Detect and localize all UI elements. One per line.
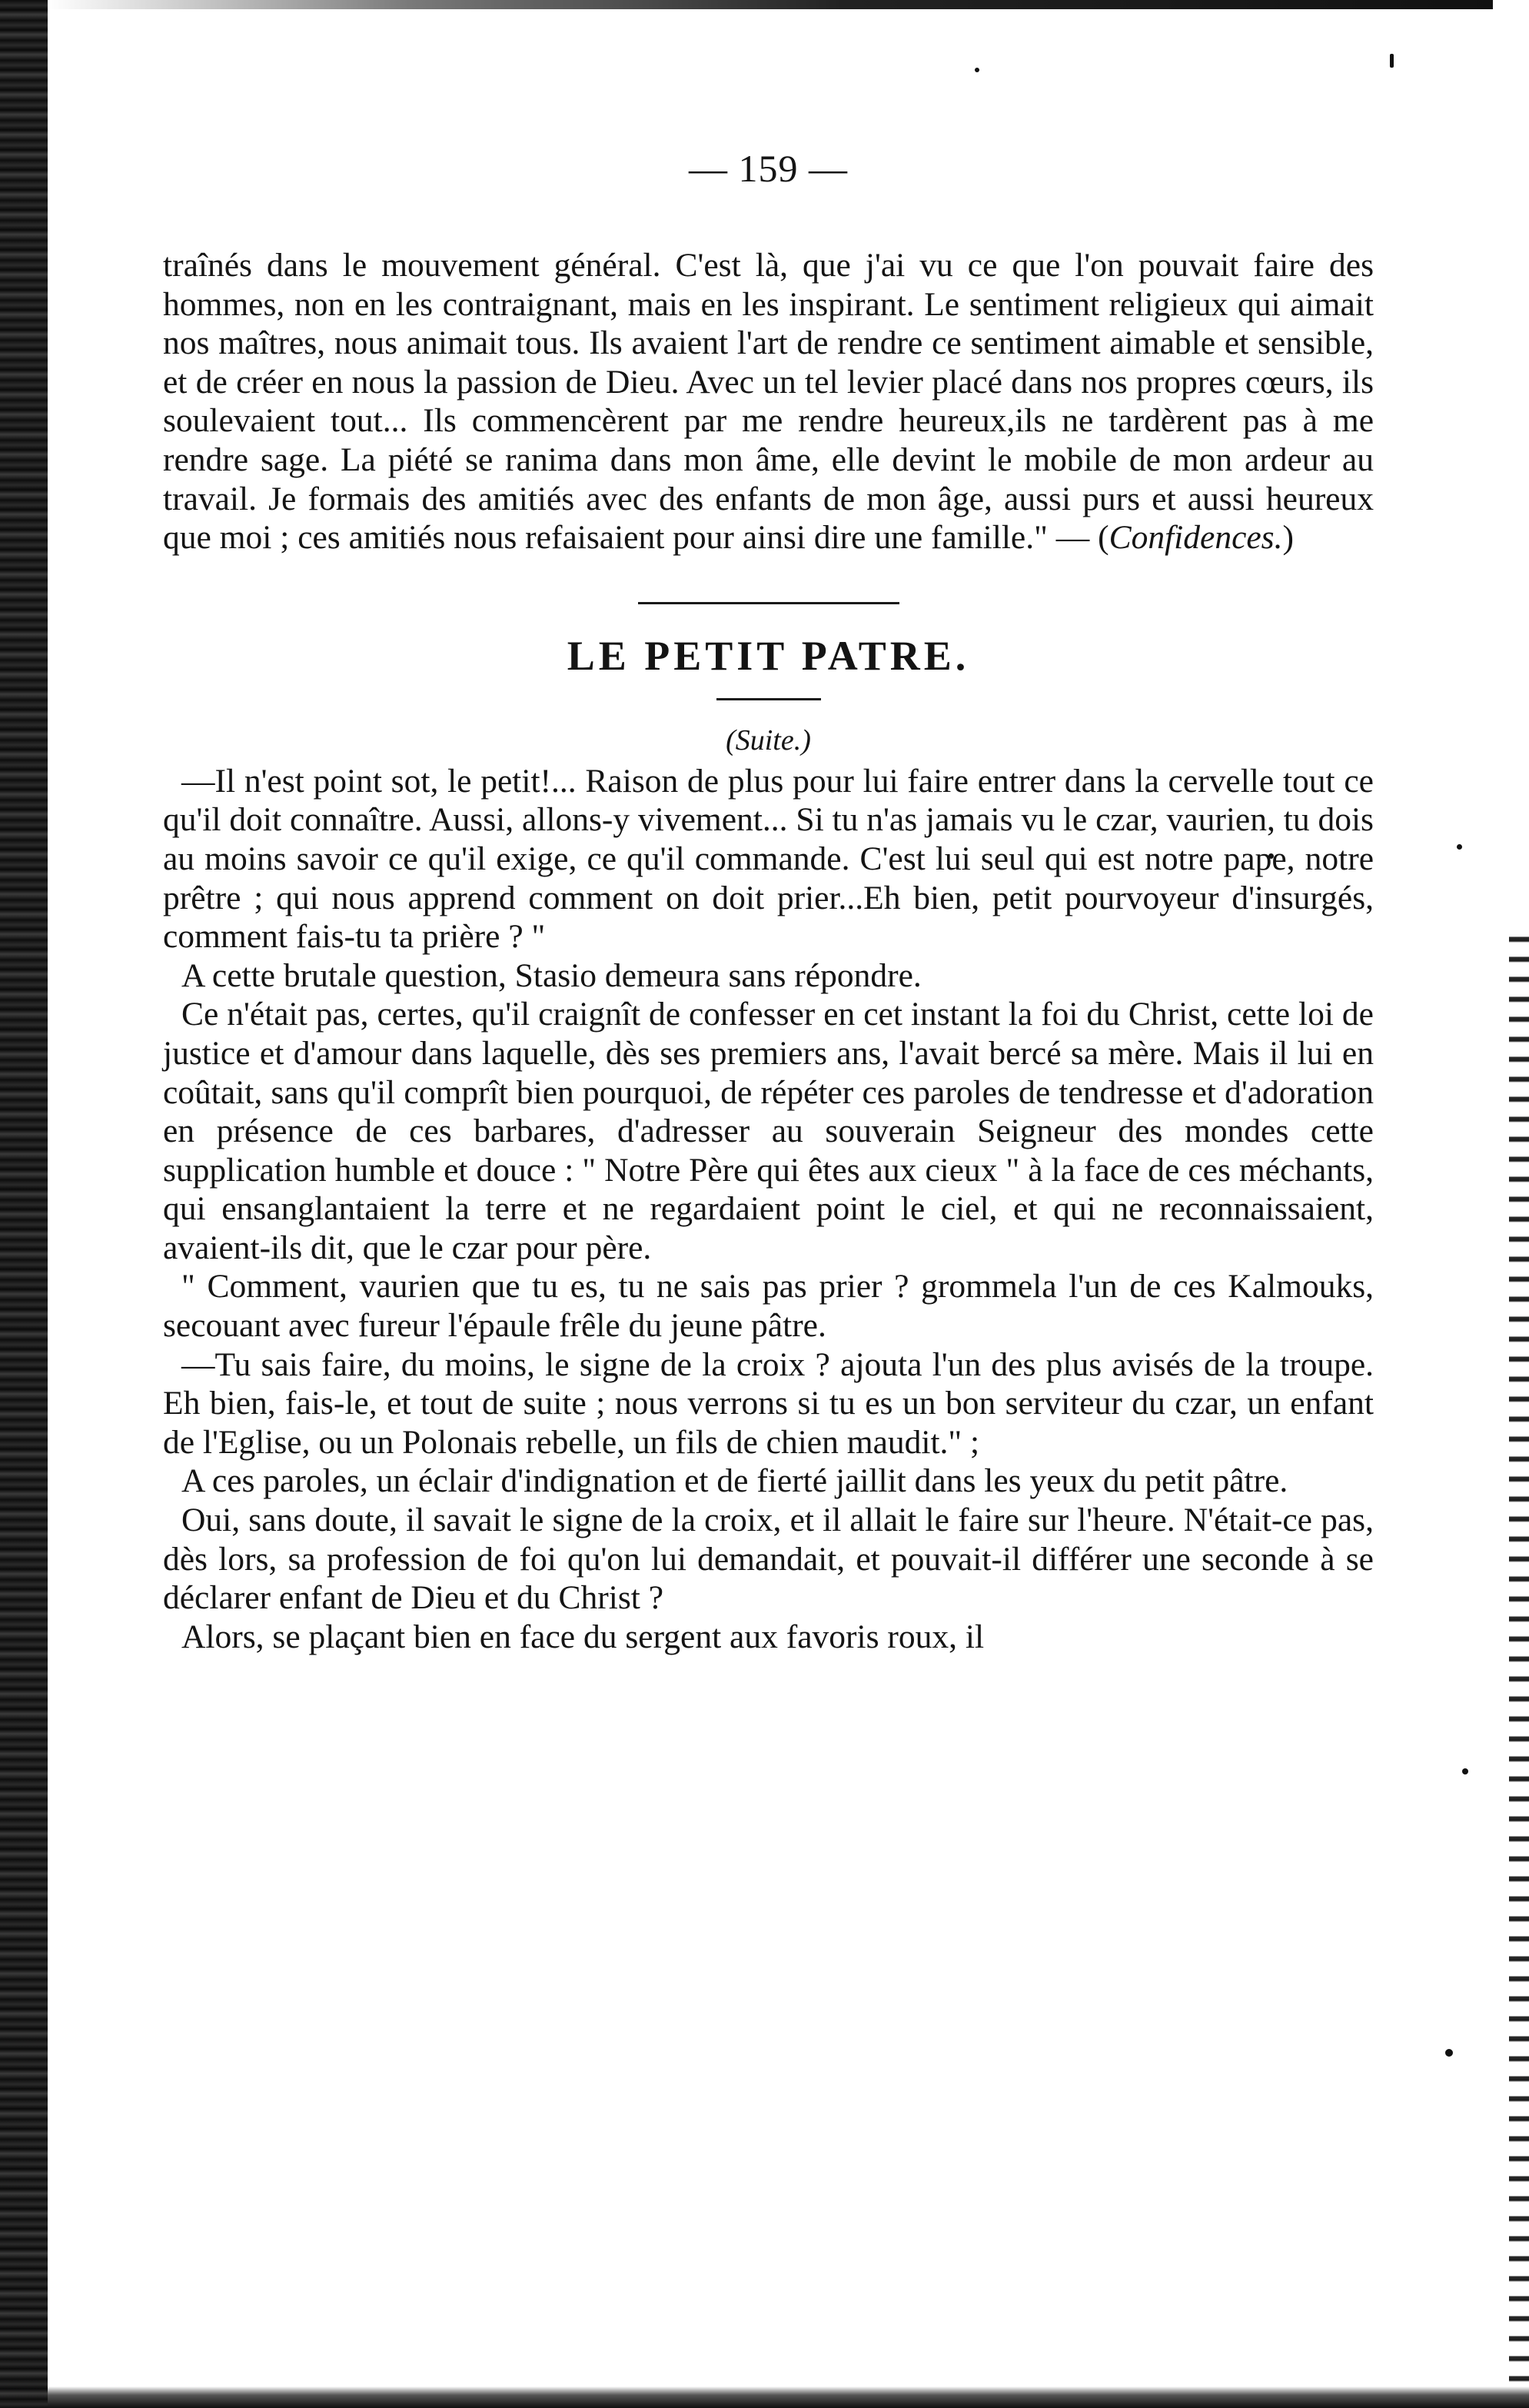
- story-paragraph: Alors, se plaçant bien en face du sergent aux favoris roux, il: [181, 1618, 985, 1655]
- intro-source-close: ): [1282, 519, 1294, 557]
- story-paragraph: " Comment, vaurien que tu es, tu ne sais pas prier ? grommela l'un de ces Kalmouks, secouant avec fureur l'épaule frêle du jeune pâtre.: [163, 1268, 1374, 1345]
- section-divider: [638, 602, 899, 604]
- title-underline: [716, 698, 821, 700]
- scan-speck: [975, 68, 979, 72]
- continuation-note: (Suite.): [726, 723, 811, 757]
- scan-border-bottom: [48, 2386, 1529, 2408]
- scan-speck: [1462, 1768, 1468, 1774]
- intro-text: traînés dans le mouvement général. C'est là, que j'ai vu ce que l'on pouvait faire des hommes, non en les contraignant, mais en les inspirant. Le sentiment religieux qui aimait nos maîtres, nous animait tous. Ils avaient l'art de rendre ce sentiment aimable et sensible, et de créer en nous la passion de Dieu. Avec un tel levier placé dans nos propres cœurs, ils soulevaient tout... Ils commencèrent par me rendre heureux,ils ne tardèrent pas à me rendre sage. La piété se ranima dans mon âme, elle devint le mobile de mon ardeur au travail. Je formais des amitiés avec des enfants de mon âge, aussi purs et aussi heureux que moi ; ces amitiés nous refaisaient pour ainsi dire une famille." — (: [163, 247, 1374, 557]
- book-page: [163, 146, 1374, 1656]
- scan-speck: [1457, 844, 1462, 850]
- scan-border-right: [1509, 923, 1529, 2408]
- scan-border-top: [48, 0, 1493, 9]
- page-number: — 159 —: [689, 147, 848, 190]
- section-title: LE PETIT PATRE.: [567, 632, 970, 679]
- story-paragraph: Oui, sans doute, il savait le signe de la croix, et il allait le faire sur l'heure. N'était-ce pas, dès lors, sa profession de foi qu'on lui demandait, et pouvait-il différer une seconde à se déclarer enfant de Dieu et du Christ ?: [163, 1502, 1374, 1617]
- scan-speck: [1445, 2049, 1453, 2057]
- scan-border-left: [0, 0, 48, 2408]
- scan-speck: [1390, 54, 1394, 68]
- intro-source: Confidences.: [1109, 519, 1283, 557]
- story-paragraph: A cette brutale question, Stasio demeura sans répondre.: [181, 956, 922, 994]
- story-paragraph: —Tu sais faire, du moins, le signe de la croix ? ajouta l'un des plus avisés de la troupe. Eh bien, fais-le, et tout de suite ; nous verrons si tu es un bon serviteur du czar, un enfant de l'Eglise, ou un Polonais rebelle, un fils de chien maudit." ;: [163, 1345, 1374, 1461]
- intro-paragraph: [163, 246, 1374, 557]
- story-paragraph: Ce n'était pas, certes, qu'il craignît de confesser en cet instant la foi du Christ, cette loi de justice et d'amour dans laquelle, dès ses premiers ans, l'avait bercé sa mère. Mais il lui en coûtait, sans qu'il comprît bien pourquoi, de répéter ces paroles de tendresse et d'adoration en présence de ces barbares, d'adresser au souverain Seigneur des mondes cette supplication humble et douce : " Notre Père qui êtes aux cieux " à la face de ces méchants, qui ensanglantaient la terre et ne regardaient point le ciel, et qui ne reconnaissaient, avaient-ils dit, que le czar pour père.: [163, 996, 1374, 1266]
- story-paragraph: A ces paroles, un éclair d'indignation et de fierté jaillit dans les yeux du petit pâtre.: [181, 1462, 1288, 1500]
- story-paragraph: —Il n'est point sot, le petit!... Raison de plus pour lui faire entrer dans la cervelle tout ce qu'il doit connaître. Aussi, allons-y vivement... Si tu n'as jamais vu le czar, vaurien, tu dois au moins savoir ce qu'il exige, ce qu'il commande. C'est lui seul qui est notre pape, notre prêtre ; qui nous apprend comment on doit prier...Eh bien, petit pourvoyeur d'insurgés, comment fais-tu ta prière ? ": [163, 762, 1374, 956]
